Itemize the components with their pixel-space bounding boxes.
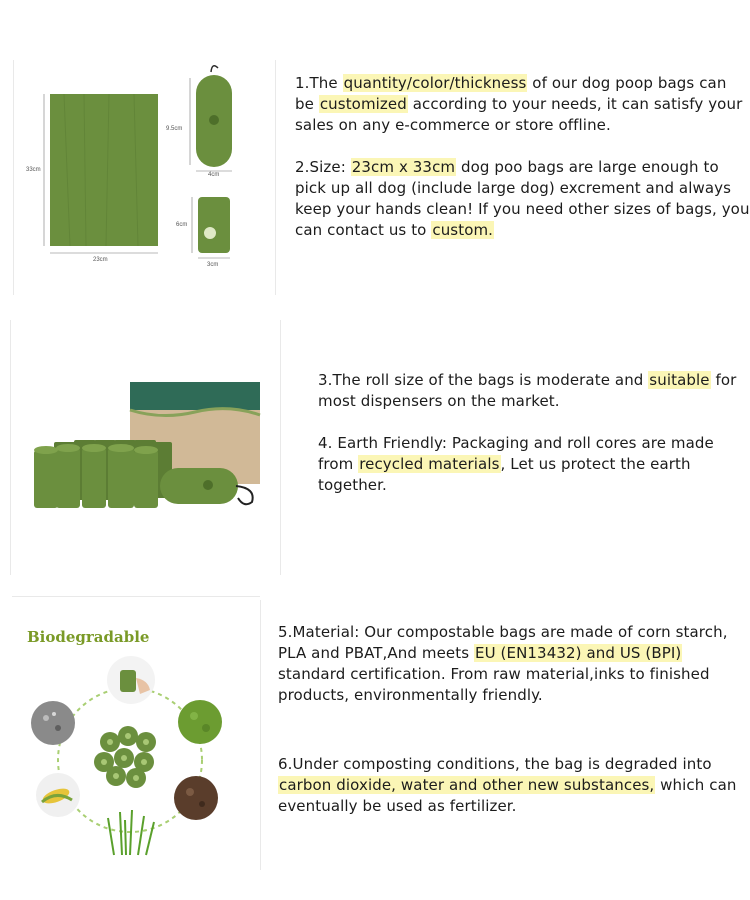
product-photo — [12, 320, 278, 575]
highlighted-text: EU (EN13432) and US (BPI) — [475, 644, 682, 662]
paragraph-text: 1.The — [295, 74, 343, 92]
dispenser-width-label: 4cm — [208, 172, 220, 178]
paragraph-text: , Let us protect the earth together. — [318, 455, 691, 494]
paragraph-earth-friendly — [318, 433, 738, 496]
paragraph-text: according to your needs, it can satisfy your sales on any e-commerce or store offline. — [295, 95, 743, 134]
highlighted-text: customized — [319, 95, 407, 113]
section2-text — [318, 370, 738, 496]
highlighted-text: suitable — [649, 371, 710, 389]
size-diagram-svg — [14, 60, 274, 295]
highlighted-text: recycled materials — [359, 455, 500, 473]
paragraph-text: dog poo bags are large enough to pick up all dog (include large dog) excrement and always keep your hands clean! If you need other sizes of bags, you can contact us to — [295, 158, 750, 239]
divider-middle-3 — [260, 600, 261, 870]
packaging-box-lid — [130, 382, 260, 410]
highlighted-text: quantity/color/thickness — [343, 74, 527, 92]
divider-left-2 — [10, 320, 11, 575]
paragraph-composting — [278, 754, 750, 817]
sprouts-icon — [108, 810, 154, 855]
paragraph-text: which can eventually be used as fertilizer. — [278, 776, 737, 815]
roll-width-label: 3cm — [207, 262, 219, 268]
soil-icon — [174, 776, 218, 820]
dispenser-hole — [209, 115, 219, 125]
gravel-icon — [31, 701, 75, 745]
highlighted-text: carbon dioxide, water and other new substances, — [279, 776, 655, 794]
paragraph-text: for most dispensers on the market. — [318, 371, 737, 410]
paragraph-customization — [295, 73, 750, 136]
flat-bag-image — [50, 94, 158, 246]
dispenser-height-label: 9.5cm — [166, 126, 183, 132]
divider-middle — [275, 60, 276, 295]
highlighted-text: custom. — [432, 221, 494, 239]
paragraph-text: of our dog poop bags can be — [295, 74, 727, 113]
paragraph-text: 6.Under composting conditions, the bag is degraded into — [278, 755, 712, 773]
paragraph-size — [295, 157, 750, 241]
paragraph-material — [278, 622, 750, 706]
paragraph-text: 4. Earth Friendly: Packaging and roll cores are made from — [318, 434, 714, 473]
product-photo-svg — [12, 320, 278, 575]
dispenser-lying — [160, 468, 238, 504]
biodegradable-cycle-graphic — [28, 650, 248, 860]
divider-horizontal — [12, 596, 260, 597]
biodegradable-title: Biodegradable — [27, 628, 150, 646]
dispenser-strap — [211, 66, 218, 72]
bag-width-label: 23cm — [93, 257, 108, 263]
divider-middle-2 — [280, 320, 281, 575]
roll-core — [203, 226, 217, 240]
paragraph-text: 5.Material: Our compostable bags are made of corn starch, PLA and PBAT,And meets — [278, 623, 728, 662]
bag-height-label: 33cm — [26, 167, 41, 173]
roll-image — [198, 197, 230, 253]
cycle-svg — [28, 650, 248, 860]
dispenser-lying-strap — [236, 486, 253, 504]
size-diagram — [14, 60, 274, 295]
section1-text — [295, 73, 750, 241]
grass-icon — [178, 700, 222, 744]
bag-rolls-front — [34, 448, 158, 508]
paragraph-text: 2.Size: — [295, 158, 351, 176]
section3-text — [278, 622, 750, 817]
roll-height-label: 6cm — [176, 222, 188, 228]
paragraph-text: 3.The roll size of the bags is moderate and — [318, 371, 649, 389]
paragraph-text: standard certification. From raw material,inks to finished products, environmentally friendly. — [278, 665, 710, 704]
highlighted-text: 23cm x 33cm — [351, 158, 456, 176]
paragraph-roll-size — [318, 370, 738, 412]
dispenser-lying-hole — [203, 480, 213, 490]
